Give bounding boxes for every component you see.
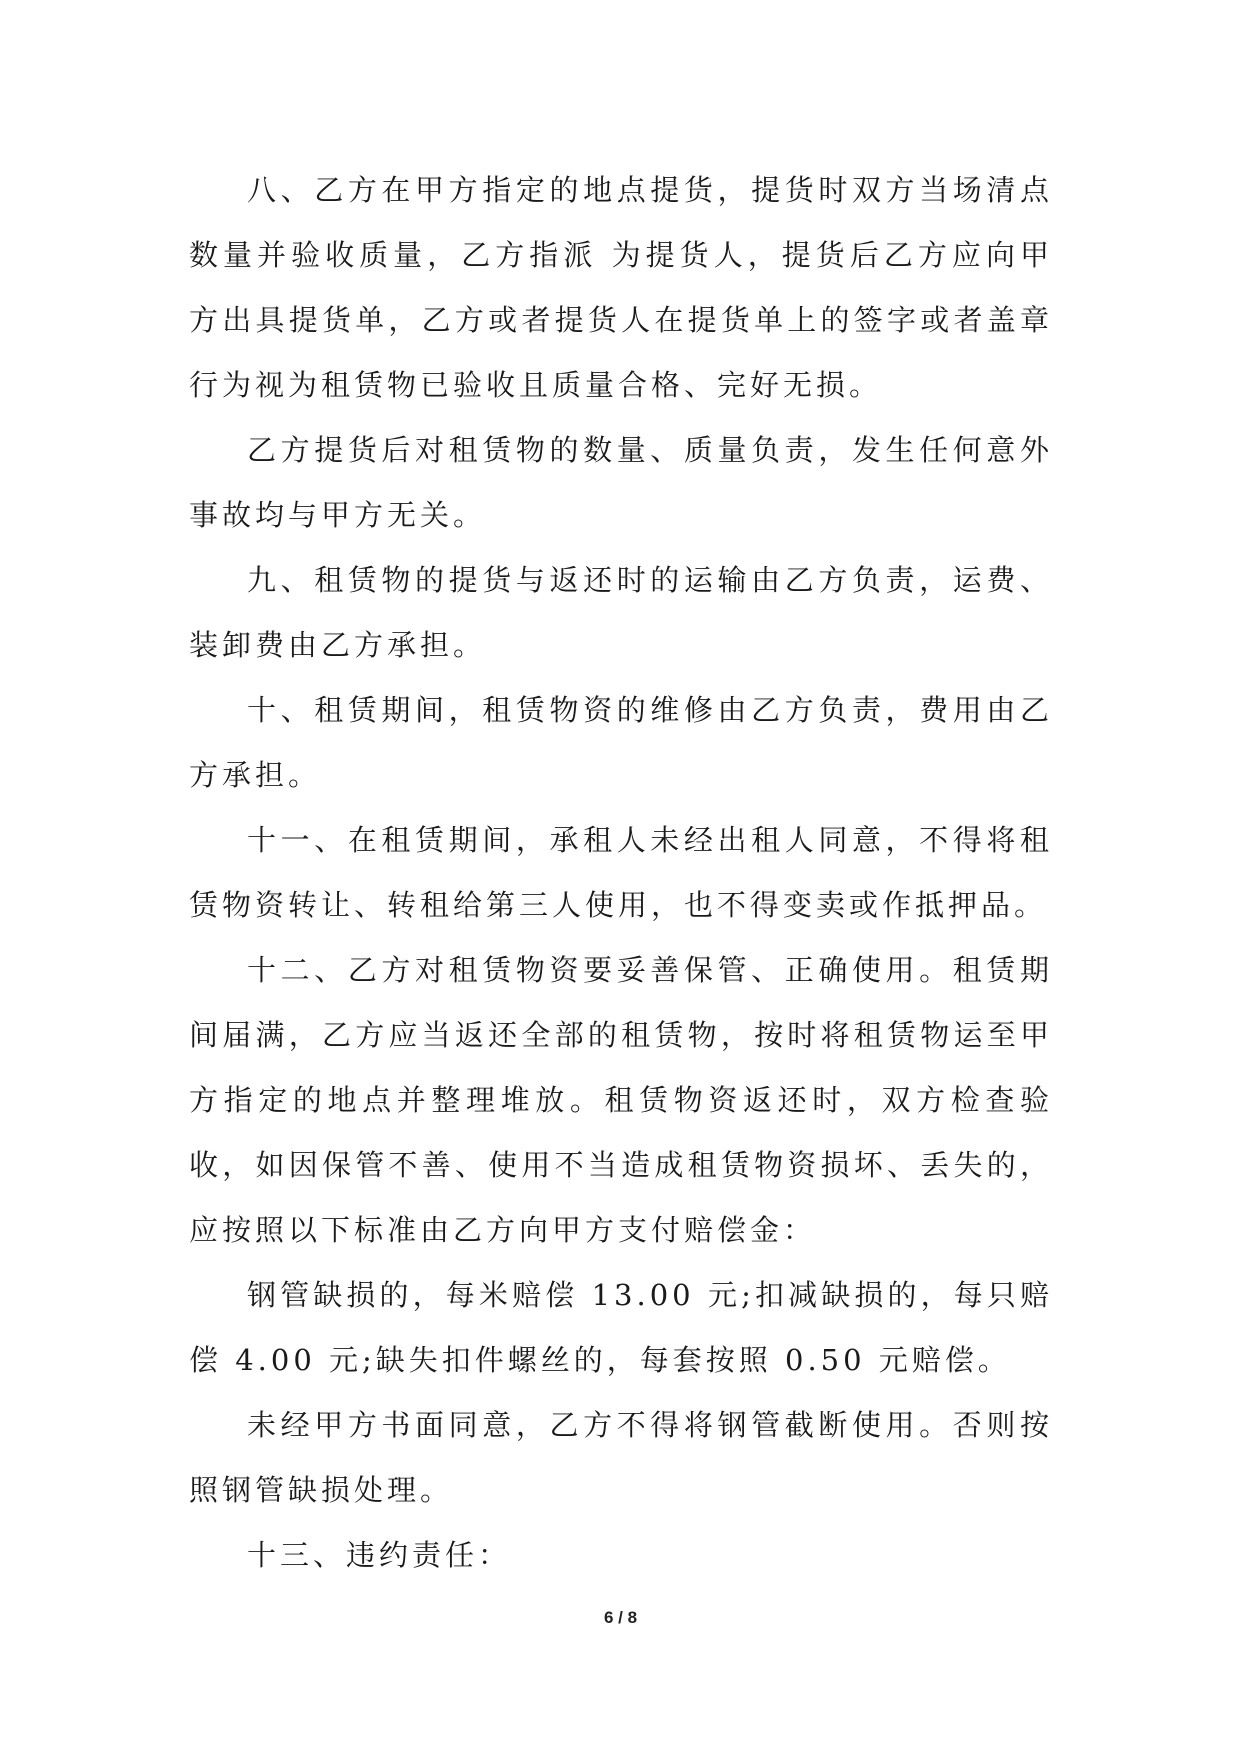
- clause-13-heading: 十三、违约责任：: [247, 1538, 512, 1572]
- clause-12-custody: 十二、乙方对租赁物资要妥善保管、正确使用。租赁期间届满，乙方应当返还全部的租赁物，按时将租赁物运至甲方指定的地点并整理堆放。租赁物资返还时，双方检查验收，如因保管不善、使用不当造成租赁物资损坏、丢失的，应按照以下标准由乙方向甲方支付赔偿金：: [189, 953, 1053, 1247]
- clause-8-responsibility: 乙方提货后对租赁物的数量、质量负责，发生任何意外事故均与甲方无关。: [189, 433, 1053, 532]
- clause-12-compensation-rates: 钢管缺损的，每米赔偿 13.00 元;扣减缺损的，每只赔偿 4.00 元;缺失扣件螺丝的，每套按照 0.50 元赔偿。: [189, 1278, 1053, 1377]
- clause-11-sublease: 十一、在租赁期间，承租人未经出租人同意，不得将租赁物资转让、转租给第三人使用，也不得变卖或作抵押品。: [189, 823, 1053, 922]
- document-body: [189, 158, 1053, 1588]
- clause-9-transport: 九、租赁物的提货与返还时的运输由乙方负责，运费、装卸费由乙方承担。: [189, 563, 1053, 662]
- clause-12-no-cutting: 未经甲方书面同意，乙方不得将钢管截断使用。否则按照钢管缺损处理。: [189, 1408, 1053, 1507]
- page-number: 6 / 8: [603, 1608, 638, 1627]
- clause-10-maintenance: 十、租赁期间，租赁物资的维修由乙方负责，费用由乙方承担。: [189, 693, 1053, 792]
- clause-8-pickup: 八、乙方在甲方指定的地点提货，提货时双方当场清点数量并验收质量，乙方指派 为提货人，提货后乙方应向甲方出具提货单，乙方或者提货人在提货单上的签字或者盖章行为视为租赁物已验收且质量合格、完好无损。: [189, 173, 1053, 402]
